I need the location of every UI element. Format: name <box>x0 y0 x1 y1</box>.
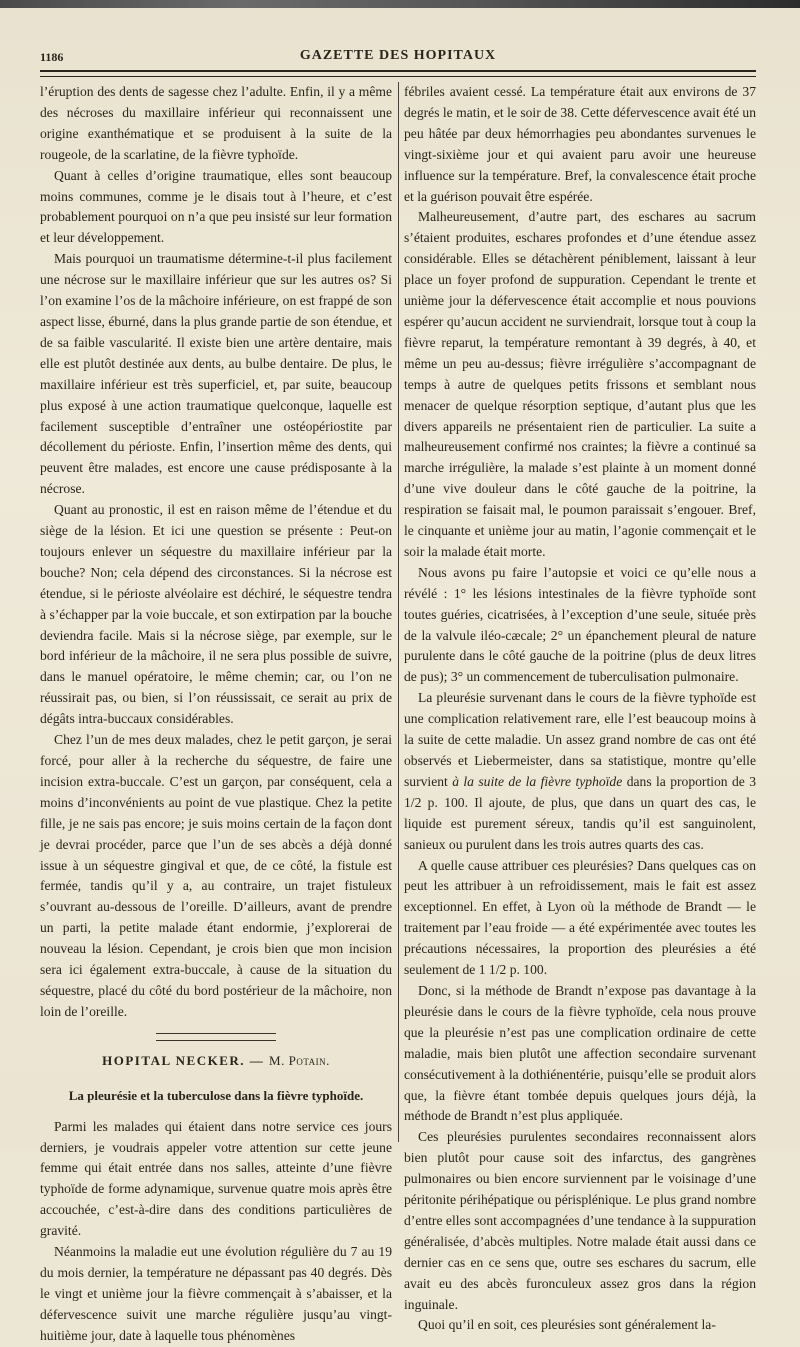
column-divider <box>398 82 399 1142</box>
page-header <box>40 48 756 68</box>
section-separator <box>156 1033 276 1041</box>
paragraph: fébriles avaient cessé. La température était aux environs de 37 degrés le matin, et le soir de 38. Cette défervescence avait été un peu hâtée par deux hémorrhagies peu abondantes survenues le vingt-sixième jour et qui avaient paru avoir une heureuse influence sur la température. Bref, la convalescence était proche et la guérison pouvait être espérée. <box>404 84 756 204</box>
header-rule-thick <box>40 70 756 72</box>
paragraph: A quelle cause attribuer ces pleurésies? Dans quelques cas on peut les attribuer à un refroidissement, mais le fait est assez exceptionnel. En effet, à Lyon où la méthode de Brandt — le traitement par l’eau froide — a été expérimentée avec toutes les précautions nécessaires, la proportion des pleurésies a été seulement de 1 1/2 p. 100. <box>404 857 756 978</box>
paragraph: Parmi les malades qui étaient dans notre service ces jours derniers, je voudrais appeler votre attention sur cette jeune femme qui était entrée dans nos salles, atteinte d’une fièvre typhoïde de forme adynamique, survenue quatre mois après être accouchée, c’est-à-dire dans des conditions particulières de gravité. <box>40 1118 392 1239</box>
article-title: La pleurésie et la tuberculose dans la fièvre typhoïde. <box>68 1087 364 1103</box>
right-column <box>404 82 756 1336</box>
paragraph: Nous avons pu faire l’autopsie et voici ce qu’elle nous a révélé : 1° les lésions intestinales de la fièvre typhoïde sont toutes guéries, cicatrisées, à l’exception d’une seule, située près de la valvule iléo-cæcale; 2° un épanchement pleural de nature purulente dans le côté gauche de la poitrine (plus de deux litres de pus); 3° un commencement de tuberculisation pulmonaire. <box>404 564 756 685</box>
paragraph: l’éruption des dents de sagesse chez l’adulte. Enfin, il y a même des nécroses du maxillaire inférieur qui reconnaissent une origine exanthématique et se produisent à la suite de la rougeole, de la scarlatine, de la fièvre typhoïde. <box>40 84 392 162</box>
page-number: 1186 <box>40 50 64 64</box>
paragraph: Ces pleurésies purulentes secondaires reconnaissent alors bien plutôt pour cause soit des infarctus, des gangrènes pulmonaires ou bien encore surviennent par le voisinage d’une péritonite périhépatique ou périsplénique. Le plus grand nombre d’entre elles sont accompagnées d’une tendance à la suppuration généralisée, d’abcès multiples. Notre malade était aussi dans ce dernier cas en ce sens que, outre ses eschares du sacrum, elle avait eu des abcès furonculeux assez gros dans la région inguinale. <box>404 1129 756 1312</box>
paragraph: Mais pourquoi un traumatisme détermine-t-il plus facilement une nécrose sur le maxillaire inférieur que sur les autres os? Si l’on examine l’os de la mâchoire inférieure, on est frappé de son aspect lisse, éburné, dans la plus grande partie de son étendue, et de sa faible vascularité. Il existe bien une artère dentaire, mais elle est plutôt destinée aux dents, au bulbe dentaire. De plus, le maxillaire inférieur est très superficiel, et, par suite, beaucoup plus exposé à une action traumatique quelconque, laquelle est facilement susceptible d’entraîner une ostéopériostite par décollement du périoste. Enfin, l’insertion même des dents, qui peuvent être malades, est encore une cause prédisposante à la nécrose. <box>40 251 392 497</box>
header-rule-thin <box>40 76 756 77</box>
paragraph-with-italic <box>404 688 756 855</box>
left-column <box>40 82 392 1347</box>
paragraph-text: La pleurésie survenant dans le cours de la fièvre typhoïde est une complication relativement rare, elle l’est beaucoup moins à la suite de cette maladie. Un assez grand nombre de cas ont été observés et Liebermeister, dans sa statistique, montre qu’elle survient <box>404 690 756 789</box>
hospital-name: HOPITAL NECKER. — <box>102 1052 265 1068</box>
scan-top-edge <box>0 0 800 8</box>
paragraph: Chez l’un de mes deux malades, chez le petit garçon, je serai forcé, pour aller à la recherche du séquestre, de faire une incision extra-buccale. C’est un garçon, par conséquent, cela a moins d’inconvénients au point de vue plastique. Chez la petite fille, je ne sais pas encore; je suis moins certain de la façon dont je devrai procéder, parce que l’un de ses abcès a déjà donné issue à un séquestre gingival et que, de ce côté, la fistule est fermée, tandis qu’il y a, au contraire, un trajet fistuleux s’ouvrant au-dessous de l’oreille. D’ailleurs, avant de prendre un parti, la petite malade étant endormie, j’explorerai de nouveau la lésion. Cependant, je crois bien que mon incision sera ici également extra-buccale, à cause de la situation du séquestre, placé du côté du bord postérieur de la mâchoire, non loin de l’oreille. <box>40 732 392 1019</box>
paragraph: Quant au pronostic, il est en raison même de l’étendue et du siège de la lésion. Et ici une question se présente : Peut-on toujours enlever un séquestre du maxillaire inférieur par la bouche? Non; cela dépend des circonstances. Si la nécrose est étendue, si le périoste alvéolaire est déchiré, le séquestre tendra à s’échapper par la voie buccale, et son extirpation par la bouche deviendra facile. Mais si la nécrose siège, par exemple, sur le bord inférieur de la mâchoire, il ne sera plus possible de suivre, dans le manuel opératoire, le même chemin; car, ou l’on ne réussirait pas, ou bien, si l’on réussissait, ce serait au prix de dégâts intra-buccaux considérables. <box>40 502 392 727</box>
hospital-heading <box>40 1051 392 1072</box>
doctor-name: M. Potain. <box>269 1052 330 1068</box>
paragraph: Néanmoins la maladie eut une évolution régulière du 7 au 19 du mois dernier, la température ne dépassant pas 40 degrés. Dès le vingt et unième jour la fièvre commençait à s’abaisser, et la défervescence suivit une marche régulière jusqu’au vingt-huitième jour, date à laquelle tous phénomènes <box>40 1244 392 1343</box>
paragraph: Quant à celles d’origine traumatique, elles sont beaucoup moins communes, comme je le disais tout à l’heure, et c’est probablement pourquoi on n’a que peu insisté sur leur formation et leur développement. <box>40 167 392 246</box>
journal-title: GAZETTE DES HOPITAUX <box>299 48 497 63</box>
paragraph: Donc, si la méthode de Brandt n’expose pas davantage à la pleurésie dans le cours de la fièvre typhoïde, cela nous prouve que la pleurésie n’est pas une complication ordinaire de cette maladie, mais bien plutôt une affection secondaire survenant consécutivement à la dothiénentérie, puisqu’elle se produit alors que, la fièvre étant tombée depuis quelques jours déjà, la méthode de Brandt n’est plus appliquée. <box>404 982 756 1124</box>
paragraph-text: dans la proportion de 3 1/2 p. 100. Il ajoute, de plus, que dans un quart des cas, le liquide est purement séreux, tandis qu’il est sanguinolent, sanieux ou purulent dans les trois autres quarts des cas. <box>404 773 757 852</box>
paragraph: Malheureusement, d’autre part, des eschares au sacrum s’étaient produites, eschares profondes et d’une étendue assez considérable. Elles se détachèrent péniblement, laissant à leur place un foyer profond de suppuration. Cependant le trente et unième jour la défervescence était accomplie et nous pouvions espérer qu’aucun accident ne surviendrait, lorsque tout à coup la fièvre reparut, la température remontant à 39 degrés, à 40, et même un peu au-dessus; fièvre irrégulière s’accompagnant de temps à autre de quelques petits frissons et semblant nous menacer de quelque résorption septique, d’autant plus que les divers appareils ne présentaient rien de particulier. La suite a malheureusement confirmé nos craintes; la fièvre a continué sa marche irrégulière, la malade s’est plainte à un moment donné d’une vive douleur dans le côté gauche de la poitrine, la respiration se faisait mal, le poumon paraissait s’engouer. Bref, le cinquante et unième jour au matin, l’agonie commençait et le soir la malade était morte. <box>404 209 756 559</box>
italic-phrase: à la suite de la fièvre typhoïde <box>452 773 623 789</box>
paragraph: Quoi qu’il en soit, ces pleurésies sont généralement la- <box>418 1317 716 1333</box>
